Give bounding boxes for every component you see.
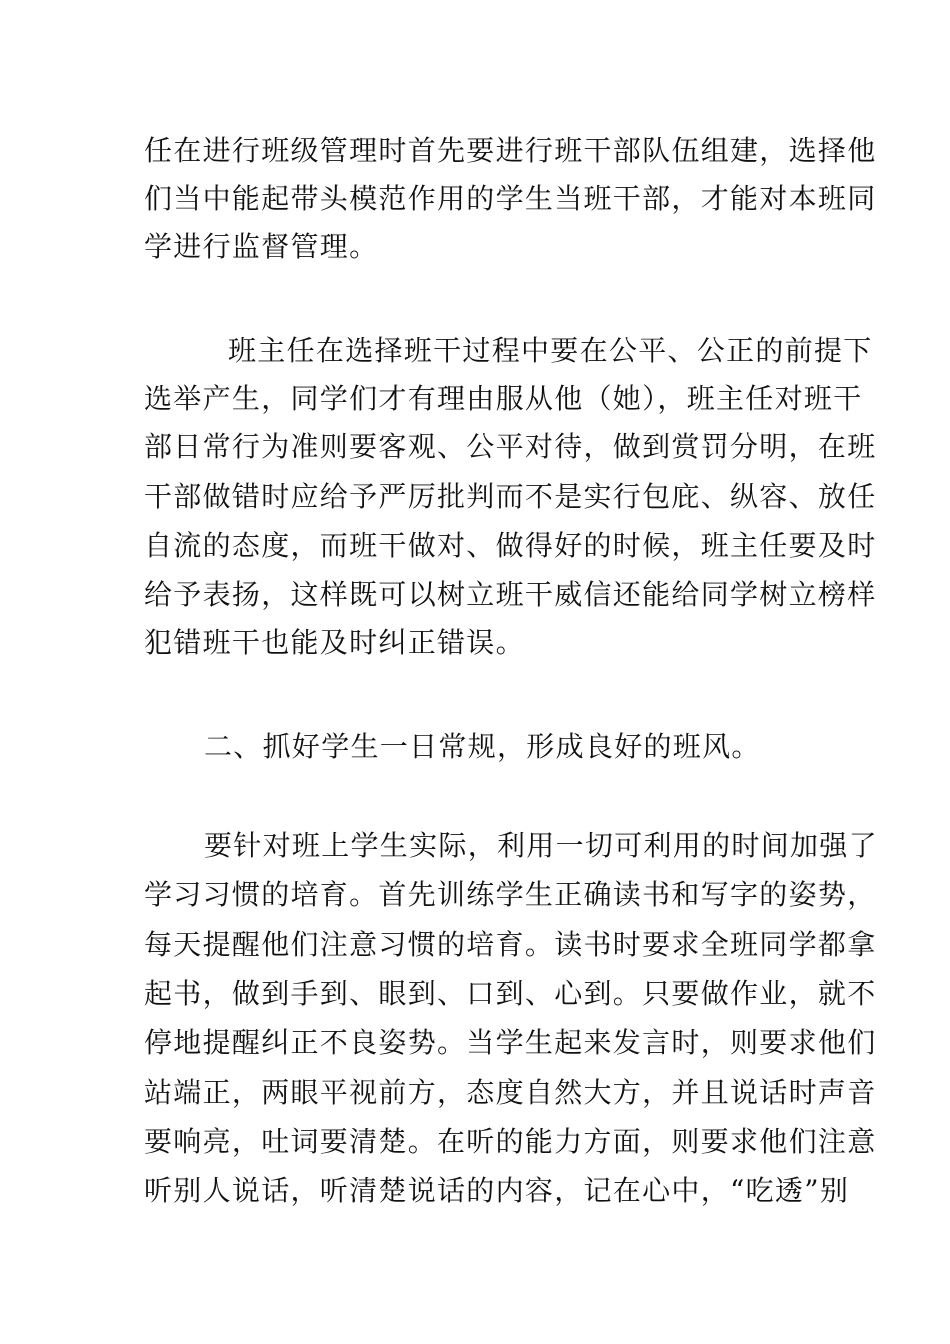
paragraph-line: 部日常行为准则要客观、公平对待，做到赏罚分明，在班 bbox=[144, 430, 877, 463]
paragraph-line: 班主任在选择班干过程中要在公平、公正的前提下 bbox=[228, 334, 873, 367]
paragraph-line: 自流的态度，而班干做对、做得好的时候，班主任要及时 bbox=[144, 529, 877, 562]
paragraph-line: 站端正，两眼平视前方，态度自然大方，并且说话时声音 bbox=[144, 1076, 877, 1109]
paragraph-line: 们当中能起带头模范作用的学生当班干部，才能对本班同 bbox=[144, 182, 877, 215]
paragraph-line: 要针对班上学生实际，利用一切可利用的时间加强了 bbox=[204, 829, 878, 862]
paragraph-line: 要响亮，吐词要清楚。在听的能力方面，则要求他们注意 bbox=[144, 1125, 877, 1158]
paragraph-line: 犯错班干也能及时纠正错误。 bbox=[144, 626, 525, 659]
paragraph-line: 起书，做到手到、眼到、口到、心到。只要做作业，就不 bbox=[144, 977, 877, 1010]
paragraph-line: 听别人说话，听清楚说话的内容，记在心中，“吃透”别 bbox=[144, 1174, 850, 1207]
paragraph-line: 学进行监督管理。 bbox=[144, 230, 379, 263]
section-heading: 二、抓好学生一日常规，形成良好的班风。 bbox=[204, 730, 761, 763]
paragraph-line: 学习习惯的培育。首先训练学生正确读书和写字的姿势， bbox=[144, 878, 877, 911]
paragraph-line: 停地提醒纠正不良姿势。当学生起来发言时，则要求他们 bbox=[144, 1026, 877, 1059]
paragraph-line: 每天提醒他们注意习惯的培育。读书时要求全班同学都拿 bbox=[144, 928, 877, 961]
paragraph-line: 选举产生，同学们才有理由服从他（她），班主任对班干 bbox=[144, 382, 863, 415]
paragraph-line: 干部做错时应给予严厉批判而不是实行包庇、纵容、放任 bbox=[144, 480, 877, 513]
paragraph-line: 给予表扬，这样既可以树立班干威信还能给同学树立榜样 bbox=[144, 578, 877, 611]
paragraph-line: 任在进行班级管理时首先要进行班干部队伍组建，选择他 bbox=[144, 134, 877, 167]
